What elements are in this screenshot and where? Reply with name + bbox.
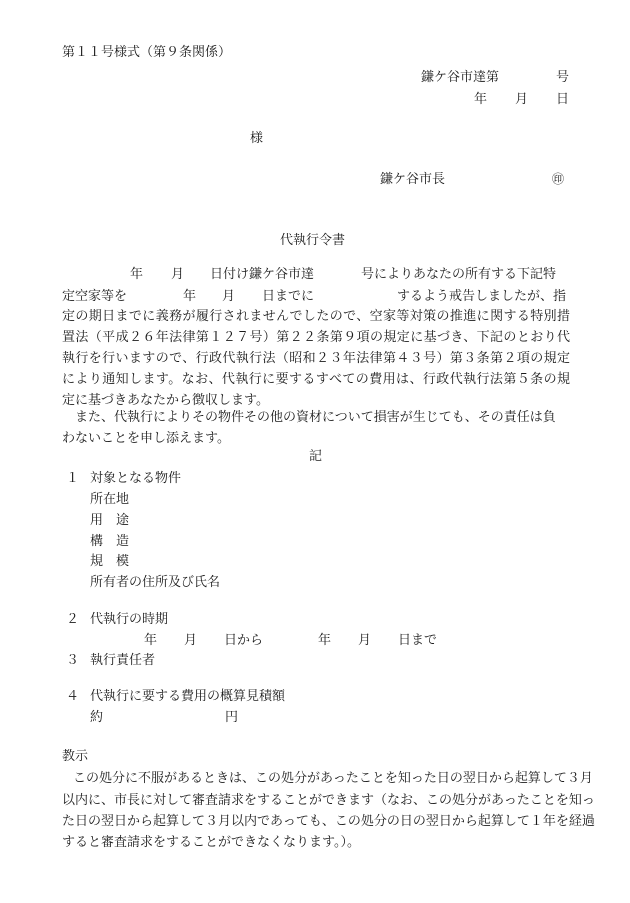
seal-mark: ㊞ [552, 172, 565, 186]
item-4-approx: 約 [90, 710, 104, 725]
item-3-title: 執行責任者 [90, 653, 156, 668]
paragraph-line: により通知します。なお、代執行に要するすべての費用は、行政代執行法第５条の規 [62, 372, 570, 387]
item-4-yen: 円 [225, 710, 239, 725]
item-2-year-1: 年 [144, 633, 158, 648]
document-number-prefix: 鎌ケ谷市達第 [421, 70, 500, 85]
p1-line1-dated: 日付け鎌ケ谷市達 [210, 267, 315, 282]
paragraph-2-line-2: わないことを申し添えます。 [62, 431, 230, 446]
record-label: 記 [309, 449, 323, 464]
item-2-until: 日まで [398, 633, 438, 648]
paragraph-line: 執行を行いますので、行政代執行法（昭和２３年法律第４３号）第３条第２項の規定 [62, 351, 570, 366]
item-2-number: ２ [66, 612, 80, 627]
paragraph-2-line-1: また、代執行によりその物件その他の資材について損害が生じても、その責任は負 [75, 410, 556, 425]
item-2-month-2: 月 [358, 633, 372, 648]
document-number-suffix: 号 [556, 70, 570, 85]
p1-line2-rest: するよう戒告しましたが、指 [397, 289, 567, 304]
date-year: 年 [474, 92, 488, 107]
date-day: 日 [556, 92, 570, 107]
item-1-field-structure: 構 造 [90, 534, 130, 549]
item-1-field-owner: 所有者の住所及び氏名 [90, 575, 221, 590]
paragraph-line: 置法（平成２６年法律第１２７号）第２２条第９項の規定に基づき、下記のとおり代 [62, 330, 570, 345]
p1-line1-rest: 号によりあなたの所有する下記特 [361, 267, 557, 282]
item-1-field-location: 所在地 [90, 492, 130, 507]
instruction-line-3: た日の翌日から起算して３月以内であっても、この処分の日の翌日から起算して１年を経過 [62, 814, 595, 829]
p1-line1-month: 月 [171, 267, 185, 282]
date-month: 月 [515, 92, 529, 107]
item-1-number: １ [66, 471, 80, 486]
p1-line2-part1: 定空家等を [62, 289, 128, 304]
p1-line2-year: 年 [183, 289, 197, 304]
item-1-title: 対象となる物件 [90, 471, 182, 486]
instruction-line-2: 以内に、市長に対して審査請求をすることができます（なお、この処分があったことを知っ [62, 793, 595, 808]
paragraph-line: 定に基づきあなたから徴収します。 [62, 393, 269, 408]
addressee-honorific: 様 [250, 131, 264, 146]
paragraph-line: 定の期日までに義務が履行されませんでしたので、空家等対策の推進に関する特別措 [62, 309, 570, 324]
item-1-field-scale: 規 模 [90, 554, 130, 569]
item-2-month-1: 月 [184, 633, 198, 648]
p1-line2-month: 月 [222, 289, 236, 304]
item-3-number: ３ [66, 653, 80, 668]
document-title: 代執行令書 [280, 233, 346, 248]
instruction-line-4: すると審査請求をすることができなくなります。）。 [62, 835, 360, 850]
item-4-number: ４ [66, 689, 80, 704]
item-2-year-2: 年 [318, 633, 332, 648]
body-paragraph-1 [62, 306, 570, 411]
p1-line2-by: 日までに [262, 289, 315, 304]
form-number: 第１１号様式（第９条関係） [62, 45, 232, 60]
item-2-title: 代執行の時期 [90, 612, 169, 627]
item-2-from: 日から [224, 633, 264, 648]
item-1-field-use: 用 途 [90, 513, 130, 528]
instruction-line-1: この処分に不服があるときは、この処分があったことを知った日の翌日から起算して３月 [73, 771, 593, 786]
issuer-title: 鎌ケ谷市長 [380, 172, 446, 187]
item-4-title: 代執行に要する費用の概算見積額 [90, 689, 286, 704]
instruction-heading: 教示 [62, 749, 89, 764]
p1-line1-year: 年 [130, 267, 144, 282]
